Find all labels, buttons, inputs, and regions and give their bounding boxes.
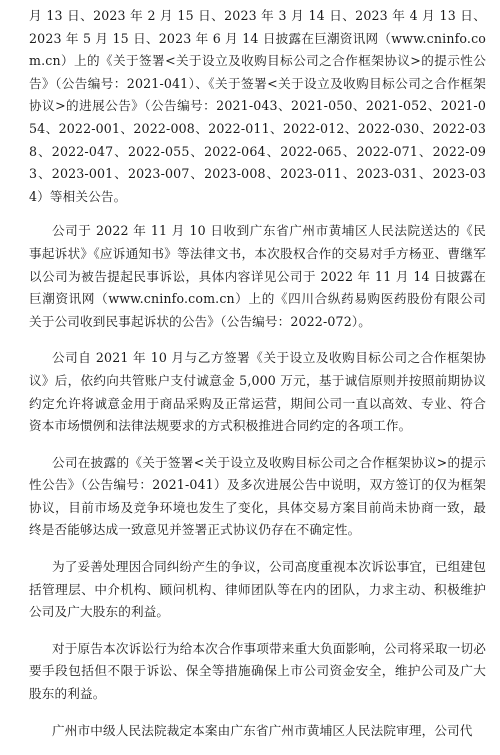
paragraph-announcement-history: 月 13 日、2023 年 2 月 15 日、2023 年 3 月 14 日、2023 年 4 月 13 日、2023 年 5 月 15 日、2023 年 6 月 14 日披露在巨潮资讯网（www.cninfo.com.cn）上的《关于签署<关于设立及收购目标公司之合作框架协议>的提示性公告》（公告编号：2021-041）、《关于签署<关于设立及收购目标公司之合作框架协议>的进展公告》（公告编号：2021-043、2021-050、2021-052、2021-054、2022-001、2022-008、2022-011、2022-012、2022-030、2022-038、2022-047、2022-055、2022-064、2022-065、2022-071、2022-093、2023-001、2023-007、2023-008、2023-011、2023-031、2023-034）等相关公告。 bbox=[29, 8, 486, 204]
paragraph-gap bbox=[29, 542, 486, 556]
paragraph-deposit-payment: 公司自 2021 年 10 月与乙方签署《关于设立及收购目标公司之合作框架协议》后，依约向共管账户支付诚意金 5,000 万元，基于诚信原则并按照前期协议约定允许将诚意金用于商品采购及正常运营，期间公司一直以高效、专业、符合资本市场惯例和法律法规要求的方式积极推进合同约定的各项工作。 bbox=[29, 350, 486, 434]
paragraph-gap bbox=[29, 208, 486, 220]
paragraph-gap bbox=[29, 624, 486, 638]
paragraph-team-formed: 为了妥善处理因合同纠纷产生的争议，公司高度重视本次诉讼事宜，已组建包括管理层、中介机构、顾问机构、律师团队等在内的团队，力求主动、积极维护公司及广大股东的利益。 bbox=[29, 559, 486, 620]
paragraph-gap bbox=[29, 706, 486, 720]
paragraph-gap bbox=[29, 333, 486, 347]
paragraph-protect-funds: 对于原告本次诉讼行为给本次合作事项带来重大负面影响，公司将采取一切必要手段包括但不限于诉讼、保全等措施确保上市公司资金安全，维护公司及广大股东的利益。 bbox=[29, 640, 486, 702]
paragraph-gap bbox=[29, 438, 486, 452]
paragraph-court-ruling: 广州市中级人民法院裁定本案由广东省广州市黄埔区人民法院审理，公司代 bbox=[52, 722, 473, 738]
paragraph-framework-uncertainty: 公司在披露的《关于签署<关于设立及收购目标公司之合作框架协议>的提示性公告》（公告编号：2021-041）及多次进展公告中说明，双方签订的仅为框架协议，目前市场及竞争环境也发生了变化，具体交易方案目前尚未协商一致，最终是否能够达成一致意见并签署正式协议仍存在不确定性。 bbox=[29, 454, 486, 538]
paragraph-lawsuit-received: 公司于 2022 年 11 月 10 日收到广东省广州市黄埔区人民法院送达的《民事起诉状》《应诉通知书》等法律文书，本次股权合作的交易对手方杨亚、曹继军以公司为被告提起民事诉讼，具体内容详见公司于 2022 年 11 月 14 日披露在巨潮资讯网（www.cninfo.com.cn）上的《四川合纵药易购医药股份有限公司关于公司收到民事起诉状的公告》（公告编号：2022-072）。 bbox=[29, 223, 486, 329]
